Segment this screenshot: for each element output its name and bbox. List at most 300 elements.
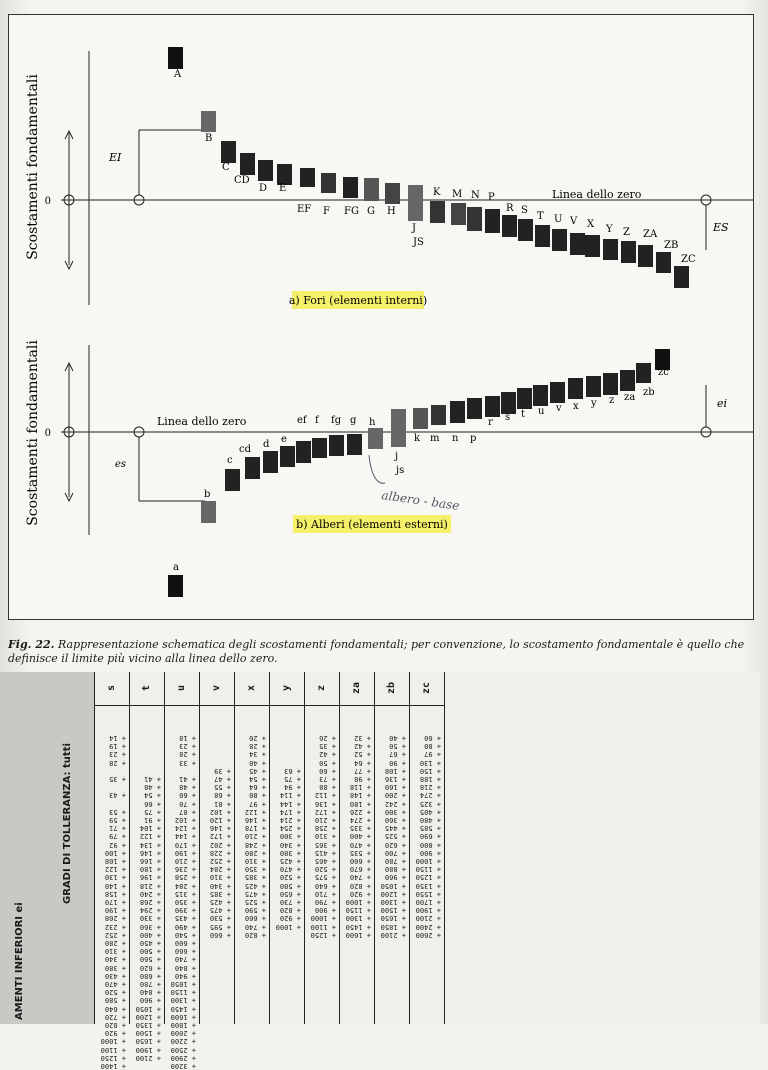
table-cell: + 274 — [349, 816, 371, 824]
table-cell: + 1350 — [135, 1021, 161, 1029]
table-cell: + 475 — [244, 889, 266, 898]
bar-D — [258, 160, 273, 181]
table-column-t — [129, 672, 165, 1062]
letter-ef: ef — [297, 415, 307, 426]
table-cell: + 315 — [174, 889, 196, 898]
bar-ef — [296, 441, 311, 463]
caption-label: Fig. 22. — [8, 638, 55, 651]
column-head-t: t — [129, 671, 164, 706]
letter-js: js — [396, 465, 405, 476]
table-cell: + 274 — [419, 791, 441, 800]
table-column-zb — [374, 672, 410, 1024]
table-cell: + 900 — [419, 848, 441, 857]
table-cell: + 1050 — [135, 1004, 161, 1013]
table-cell: + 63 — [284, 766, 301, 775]
letter-CD: CD — [234, 175, 250, 186]
table-cell: + 172 — [314, 807, 336, 816]
bar-v — [568, 378, 583, 399]
table-cell: + 385 — [244, 873, 266, 882]
table-cell: + 228 — [209, 848, 231, 857]
table-cell — [272, 759, 301, 767]
table-cell: + 210 — [244, 832, 266, 841]
table-cell: + 1800 — [170, 1021, 196, 1029]
column-head-za: za — [339, 671, 374, 706]
table-cell: + 180 — [349, 799, 371, 808]
table-cell: + 64 — [249, 783, 266, 792]
table-cell: + 28 — [249, 742, 266, 751]
table-cell: + 79 — [109, 832, 126, 841]
table-cell: + 42 — [319, 750, 336, 759]
table-cell: + 1250 — [100, 1053, 126, 1062]
table-cell: + 700 — [384, 848, 406, 857]
bar-R — [518, 219, 533, 241]
table-cell: + 900 — [314, 906, 336, 915]
table-cell: + 258 — [314, 824, 336, 833]
es-label: ES — [713, 221, 729, 234]
letter-H: H — [387, 206, 396, 217]
table-column-v — [199, 672, 235, 1024]
holes-panel — [25, 47, 753, 309]
table-cell: + 172 — [209, 832, 231, 841]
table-cell: + 1000 — [415, 857, 441, 865]
table-cell: + 325 — [419, 799, 441, 808]
table-cell: + 23 — [109, 750, 126, 759]
table-cell: + 64 — [354, 758, 371, 767]
bar-f — [312, 438, 327, 458]
table-cell: + 248 — [244, 840, 266, 849]
table-cell: + 960 — [139, 996, 161, 1005]
table-cell: + 520 — [279, 873, 301, 882]
table-cell: + 14 — [109, 734, 126, 742]
table-cell: + 1100 — [310, 922, 336, 931]
table-cell: + 81 — [214, 799, 231, 808]
bar-CD — [240, 153, 255, 175]
table-cell: + 108 — [384, 766, 406, 775]
table-cell: + 740 — [244, 922, 266, 931]
table-cell: + 242 — [384, 799, 406, 808]
letter-c: c — [227, 455, 233, 466]
table-cell: + 330 — [139, 914, 161, 923]
table-cell: + 210 — [314, 816, 336, 824]
letter-Y: Y — [606, 224, 613, 235]
table-cell: + 730 — [279, 898, 301, 906]
table-cell: + 310 — [244, 857, 266, 865]
table-cell: + 34 — [249, 750, 266, 759]
table-cell: + 33 — [179, 758, 196, 767]
table-cell: + 680 — [139, 971, 161, 980]
letter-r: r — [488, 417, 493, 428]
bar-X — [603, 239, 618, 260]
table-cell: + 840 — [139, 988, 161, 997]
table-cell: + 595 — [209, 922, 231, 931]
table-cell: + 146 — [244, 816, 266, 824]
table-cell: + 640 — [314, 881, 336, 890]
table-cell: + 19 — [109, 742, 126, 751]
table-cell: + 150 — [419, 766, 441, 775]
table-cell: + 335 — [349, 824, 371, 833]
letter-h: h — [369, 417, 376, 428]
table-cell — [132, 767, 161, 775]
letter-t: t — [521, 409, 526, 420]
column-head-x: x — [234, 671, 269, 706]
es-label: es — [115, 459, 127, 470]
table-cell: + 350 — [244, 865, 266, 874]
bar-E — [277, 164, 292, 185]
column-head-z: z — [304, 671, 339, 706]
table-cell: + 2100 — [135, 1053, 161, 1062]
letter-v: v — [556, 403, 562, 414]
table-cell: + 940 — [174, 971, 196, 980]
table-cell: + 540 — [174, 930, 196, 939]
table-cell: + 214 — [279, 816, 301, 824]
table-cell: + 190 — [174, 848, 196, 857]
letter-z: z — [609, 395, 615, 406]
table-cell: + 690 — [419, 832, 441, 841]
table-cell: + 94 — [284, 783, 301, 792]
table-cell: + 1500 — [135, 1029, 161, 1038]
table-cell: + 465 — [314, 857, 336, 865]
letter-fg: fg — [331, 415, 342, 426]
letter-U: U — [554, 214, 563, 225]
table-cell: + 114 — [279, 791, 301, 800]
letter-J: J — [412, 223, 417, 234]
ei-label: ei — [717, 397, 728, 410]
table-cell: + 68 — [214, 791, 231, 800]
letter-a: a — [173, 562, 179, 573]
column-head-u: u — [164, 671, 199, 706]
table-cell: + 1150 — [345, 906, 371, 915]
letter-C: C — [222, 162, 230, 173]
letter-JS: JS — [413, 237, 424, 248]
letter-G: G — [367, 206, 375, 217]
table-cell: + 920 — [349, 889, 371, 898]
bar-fg — [329, 435, 344, 456]
table-cell: + 118 — [349, 783, 371, 792]
table-column-z — [304, 672, 340, 1024]
y-axis-label: Scostamenti fondamentali — [25, 74, 41, 260]
table-cell: + 90 — [389, 758, 406, 767]
header-group: AMENTI INFERIORI ei — [14, 902, 25, 1020]
table-cell: + 48 — [179, 783, 196, 792]
table-cell: + 1350 — [415, 881, 441, 890]
table-cell: + 360 — [139, 922, 161, 931]
bar-C — [221, 141, 236, 163]
letter-p: p — [470, 433, 477, 444]
ei-label: EI — [109, 151, 122, 164]
bar-F — [321, 173, 336, 193]
table-cell: + 98 — [354, 775, 371, 783]
table-cell: + 180 — [139, 865, 161, 874]
table-cell: + 73 — [319, 775, 336, 783]
table-cell: + 45 — [249, 766, 266, 775]
table-cell: + 2400 — [415, 922, 441, 931]
rotated-table — [0, 672, 752, 1070]
table-cell: + 210 — [174, 857, 196, 865]
bar-FG — [343, 177, 358, 198]
table-cell: + 252 — [209, 857, 231, 865]
table-column-s — [94, 672, 130, 1070]
table-cell: + 480 — [419, 816, 441, 824]
table-cell: + 108 — [104, 857, 126, 865]
letter-B: B — [205, 133, 213, 144]
table-cell: + 640 — [104, 1004, 126, 1013]
table-cell — [202, 750, 231, 758]
table-cell: + 1100 — [100, 1045, 126, 1054]
handwriting-stroke — [369, 455, 385, 483]
letter-M: M — [452, 189, 463, 200]
letter-j: j — [395, 451, 399, 462]
letter-u: u — [538, 406, 545, 417]
table-cell: + 820 — [279, 906, 301, 915]
table-cell: + 1300 — [345, 914, 371, 923]
zero-label: 0 — [44, 428, 51, 439]
table-cell: + 1300 — [380, 898, 406, 906]
grade-label: GRADI DI TOLLERANZA: tutti — [62, 743, 73, 904]
table-cell: + 136 — [384, 775, 406, 783]
table-cell: + 525 — [384, 832, 406, 841]
table-cell: + 650 — [279, 889, 301, 898]
letter-e: e — [281, 434, 287, 445]
bar-G — [364, 178, 379, 201]
table-cell — [97, 767, 126, 775]
table-cell: + 47 — [214, 775, 231, 783]
table-cell: + 102 — [174, 816, 196, 824]
table-cell: + 425 — [244, 881, 266, 890]
table-cell: + 28 — [109, 758, 126, 767]
table-cell — [132, 742, 161, 750]
table-cell — [132, 734, 161, 742]
table-cell: + 740 — [349, 873, 371, 882]
table-cell: + 1650 — [135, 1037, 161, 1046]
table-cell: + 1050 — [380, 881, 406, 890]
table-cell: + 158 — [104, 889, 126, 898]
fundamental-deviations-diagram — [9, 15, 753, 619]
bar-JS — [430, 201, 445, 223]
table-cell: + 258 — [174, 873, 196, 882]
letter-x: x — [573, 401, 579, 412]
table-cell: + 585 — [419, 824, 441, 833]
table-cell: + 252 — [104, 930, 126, 939]
table-cell: + 920 — [279, 914, 301, 923]
letter-ZA: ZA — [643, 229, 658, 240]
bar-K — [451, 203, 466, 225]
table-cell: + 196 — [139, 873, 161, 882]
table-cell: + 60 — [319, 766, 336, 775]
table-cell: + 390 — [174, 906, 196, 915]
table-cell: + 1450 — [345, 922, 371, 931]
bar-P — [502, 215, 517, 237]
table-cell: + 80 — [249, 791, 266, 800]
table-cell: + 780 — [139, 980, 161, 988]
table-cell: + 20 — [249, 734, 266, 742]
table-cell — [132, 750, 161, 758]
letter-D: D — [259, 183, 268, 194]
table-cell: + 88 — [319, 783, 336, 792]
table-cell: + 236 — [174, 865, 196, 874]
bar-js — [413, 408, 428, 429]
table-cell: + 475 — [209, 906, 231, 915]
column-head-v: v — [199, 671, 234, 706]
table-cell: + 66 — [144, 799, 161, 808]
table-cell: + 530 — [209, 914, 231, 923]
table-cell: + 28 — [179, 750, 196, 759]
table-cell: + 820 — [349, 881, 371, 890]
table-cell: + 104 — [139, 824, 161, 833]
table-cell: + 660 — [244, 914, 266, 923]
table-cell: + 41 — [144, 775, 161, 783]
bar-M — [467, 207, 482, 231]
figure-caption — [8, 638, 760, 666]
table-cell: + 580 — [104, 996, 126, 1005]
table-cell: + 800 — [419, 840, 441, 849]
table-cell: + 130 — [419, 758, 441, 767]
table-cell: + 400 — [139, 930, 161, 939]
table-cell: + 130 — [104, 873, 126, 882]
letter-g: g — [350, 415, 357, 426]
table-cell: + 97 — [249, 799, 266, 808]
table-cell: + 340 — [209, 881, 231, 890]
bar-e — [280, 446, 295, 467]
bar-A — [168, 47, 183, 69]
table-cell: + 2600 — [415, 930, 441, 939]
table-cell: + 188 — [419, 775, 441, 783]
table-cell: + 380 — [104, 963, 126, 972]
table-cell — [132, 759, 161, 767]
panel-title: a) Fori (elementi interni) — [288, 294, 428, 307]
table-cell: + 1000 — [100, 1037, 126, 1046]
table-cell: + 75 — [284, 775, 301, 783]
table-cell: + 122 — [104, 865, 126, 874]
figure-frame — [8, 14, 754, 620]
table-cell: + 1900 — [415, 906, 441, 915]
table-cell — [272, 734, 301, 742]
table-cell: + 178 — [244, 824, 266, 833]
table-cell: + 520 — [314, 865, 336, 874]
bar-V — [585, 235, 600, 257]
table-cell: + 1500 — [380, 906, 406, 915]
table-cell: + 174 — [279, 807, 301, 816]
table-cell: + 280 — [104, 939, 126, 947]
table-cell: + 790 — [314, 898, 336, 906]
table-cell: + 600 — [174, 939, 196, 947]
bar-s — [517, 388, 532, 409]
bar-a — [168, 575, 183, 597]
table-cell: + 1200 — [380, 889, 406, 898]
table-cell: + 208 — [104, 914, 126, 923]
table-cell: + 820 — [244, 930, 266, 939]
table-cell: + 520 — [104, 988, 126, 997]
table-cell: + 226 — [349, 807, 371, 816]
bar-Y — [621, 241, 636, 263]
table-cell: + 97 — [424, 750, 441, 759]
column-head-zc: zc — [409, 671, 444, 706]
shafts-panel — [25, 340, 753, 597]
bar-d — [263, 451, 278, 473]
table-cell: + 660 — [209, 930, 231, 939]
bar-g — [347, 434, 362, 455]
table-cell — [97, 783, 126, 791]
table-cell: + 1000 — [275, 922, 301, 931]
letter-S: S — [521, 205, 528, 216]
table-cell: + 340 — [104, 955, 126, 964]
table-cell: + 35 — [319, 742, 336, 751]
table-cell: + 310 — [209, 873, 231, 882]
table-cell: + 660 — [174, 947, 196, 956]
table-cell: + 1000 — [310, 914, 336, 923]
table-cell: + 41 — [179, 775, 196, 783]
bar-h — [368, 428, 383, 449]
bar-x — [586, 376, 601, 397]
caption-text: Rappresentazione schematica degli scostamenti fondamentali; per convenzione, lo scostamento fondamentale è quello che definisce il limite più vicino alla linea dello zero. — [8, 638, 745, 665]
table-cell: + 740 — [174, 955, 196, 964]
letter-FG: FG — [344, 206, 359, 217]
bar-u — [550, 382, 565, 403]
table-cell: + 820 — [104, 1021, 126, 1029]
table-cell: + 112 — [314, 791, 336, 800]
table-cell: + 268 — [139, 898, 161, 906]
column-head-y: y — [269, 671, 304, 706]
table-cell: + 1550 — [415, 889, 441, 898]
table-cell: + 1150 — [170, 988, 196, 997]
bar-j — [391, 409, 406, 447]
letter-d: d — [263, 439, 270, 450]
table-cell: + 445 — [384, 824, 406, 833]
table-cell: + 136 — [314, 799, 336, 808]
table-cell: + 284 — [209, 865, 231, 874]
letter-EF: EF — [297, 204, 312, 215]
table-cell: + 284 — [174, 881, 196, 890]
letter-zc: zc — [658, 367, 669, 378]
table-cell: + 70 — [179, 799, 196, 808]
table-cell: + 670 — [349, 865, 371, 874]
table-cell: + 590 — [244, 906, 266, 915]
bar-b — [201, 501, 216, 523]
bar-cd — [245, 457, 260, 479]
table-cell: + 350 — [174, 898, 196, 906]
table-cell: + 2100 — [380, 930, 406, 939]
bar-N — [485, 209, 500, 233]
table-cell: + 124 — [174, 824, 196, 833]
table-cell: + 92 — [109, 840, 126, 849]
table-cell: + 67 — [389, 750, 406, 759]
table-cell: + 87 — [179, 807, 196, 816]
table-cell: + 1600 — [345, 930, 371, 939]
table-cell: + 144 — [174, 832, 196, 841]
bar-S — [535, 225, 550, 247]
bar-H — [385, 183, 400, 204]
bar-ZB — [674, 266, 689, 288]
table-cell — [272, 750, 301, 758]
table-cell: + 40 — [249, 758, 266, 767]
table-cell: + 620 — [139, 963, 161, 972]
table-cell: + 405 — [419, 807, 441, 816]
bar-y — [603, 373, 618, 395]
table-cell: + 2000 — [170, 1029, 196, 1038]
bar-m — [450, 401, 465, 423]
table-cell: + 26 — [319, 734, 336, 742]
table-cell: + 380 — [279, 848, 301, 857]
letter-X: X — [587, 219, 595, 230]
handwriting-note: albero - base — [380, 488, 461, 513]
letter-V: V — [570, 216, 578, 227]
bar-J — [408, 185, 423, 221]
table-cell: + 470 — [104, 980, 126, 988]
table-cell: + 400 — [349, 832, 371, 841]
letter-b: b — [204, 489, 211, 500]
bar-T — [552, 229, 567, 251]
table-cell: + 385 — [209, 889, 231, 898]
column-head-s: s — [94, 671, 129, 706]
